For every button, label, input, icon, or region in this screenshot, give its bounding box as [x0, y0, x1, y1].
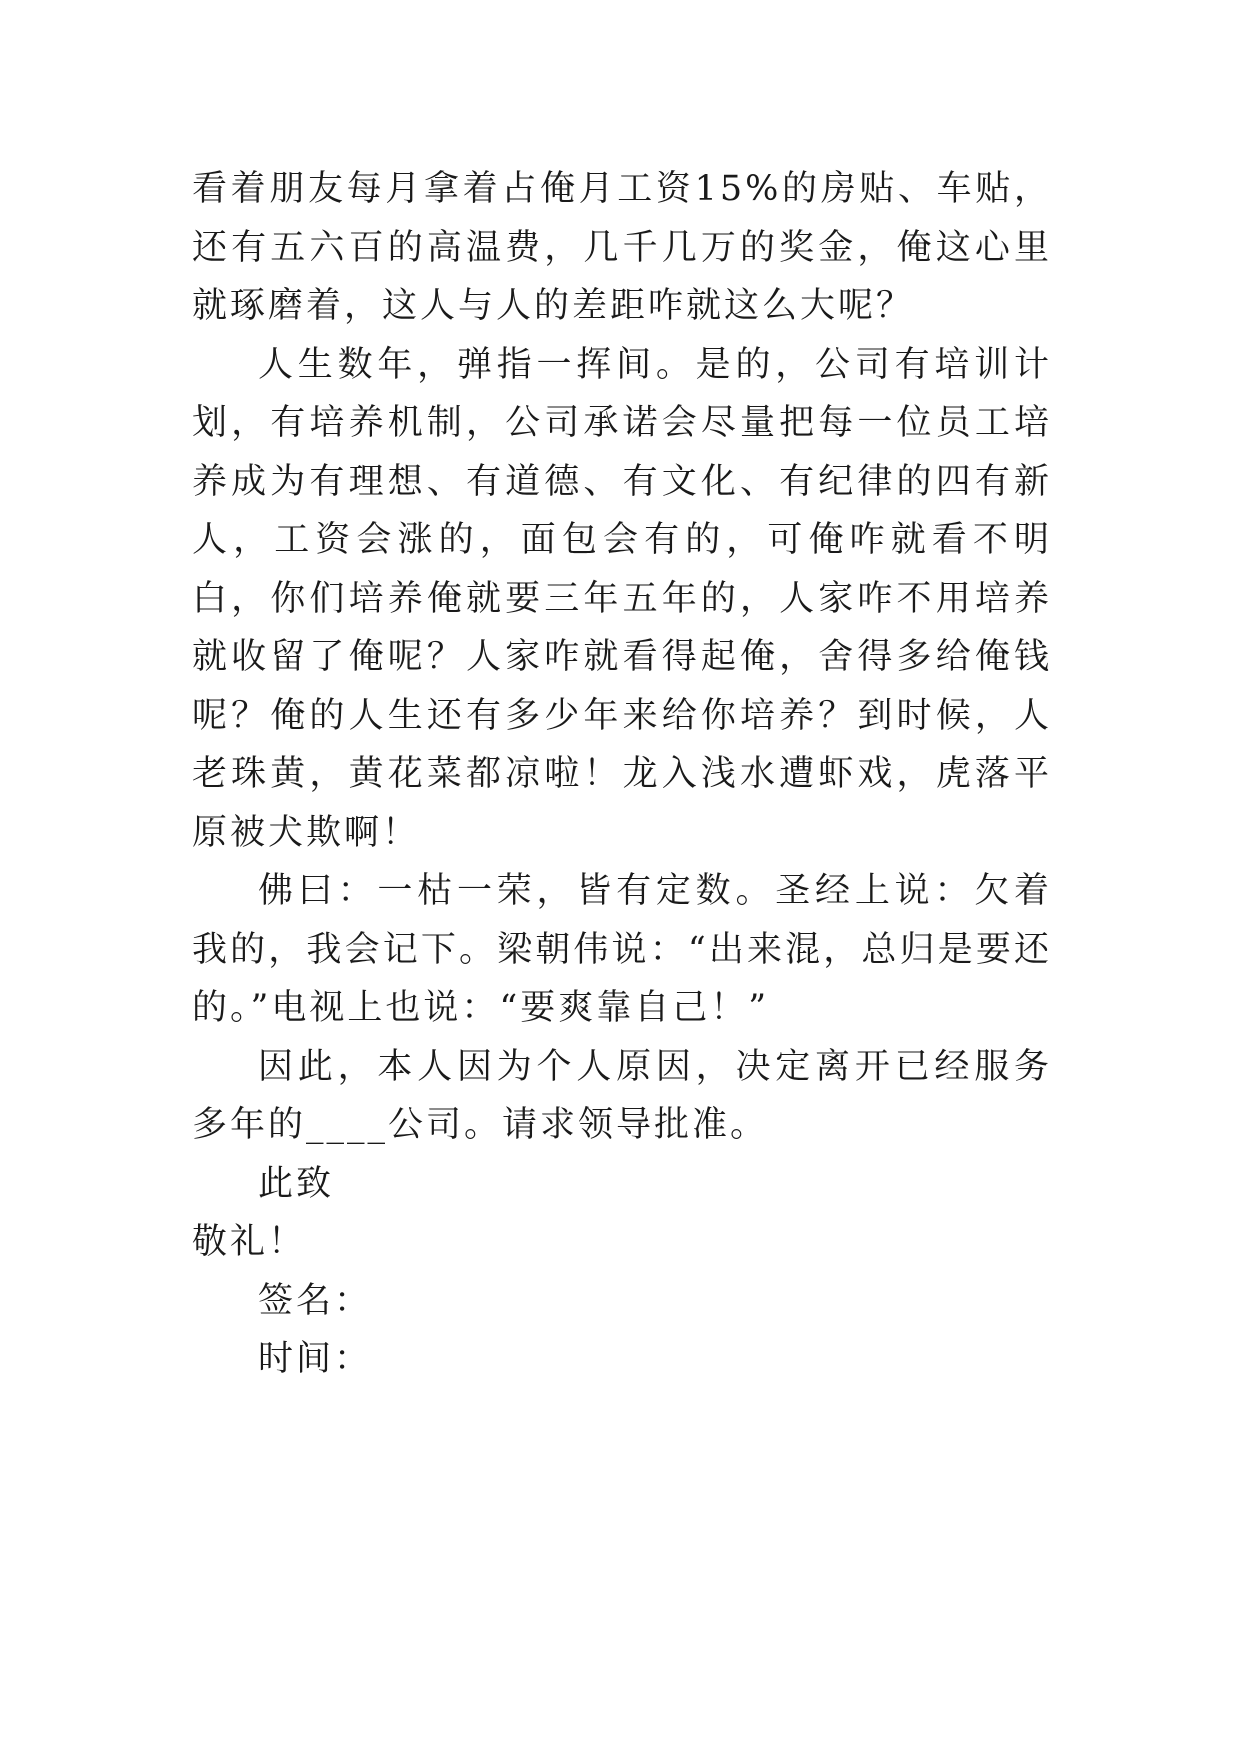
date-label: 时间：: [258, 1339, 373, 1379]
paragraph-1: 看着朋友每月拿着占俺月工资15%的房贴、车贴，还有五六百的高温费，几千几万的奖金，俺这心里就琢磨着，这人与人的差距咋就这么大呢？: [192, 169, 1052, 326]
paragraph-2: 人生数年，弹指一挥间。是的，公司有培训计划，有培养机制，公司承诺会尽量把每一位员工培养成为有理想、有道德、有文化、有纪律的四有新人，工资会涨的，面包会有的，可俺咋就看不明白，你们培养俺就要三年五年的，人家咋不用培养就收留了俺呢？人家咋就看得起俺，舍得多给俺钱呢？俺的人生还有多少年来给你培养？到时候，人老珠黄，黄花菜都凉啦！龙入浅水遭虾戏，虎落平原被犬欺啊！: [192, 344, 1052, 853]
paragraph-4: 因此，本人因为个人原因，决定离开已经服务多年的____公司。请求领导批准。: [192, 1046, 1052, 1145]
signature-label: 签名：: [258, 1280, 373, 1321]
document-body: [192, 160, 1052, 1389]
closing-regards: 敬礼！: [192, 1222, 307, 1262]
closing-salutation: 此致: [258, 1163, 335, 1204]
paragraph-3: 佛曰：一枯一荣，皆有定数。圣经上说：欠着我的，我会记下。梁朝伟说：“出来混，总归是要还的。”电视上也说：“要爽靠自己！”: [192, 871, 1052, 1028]
